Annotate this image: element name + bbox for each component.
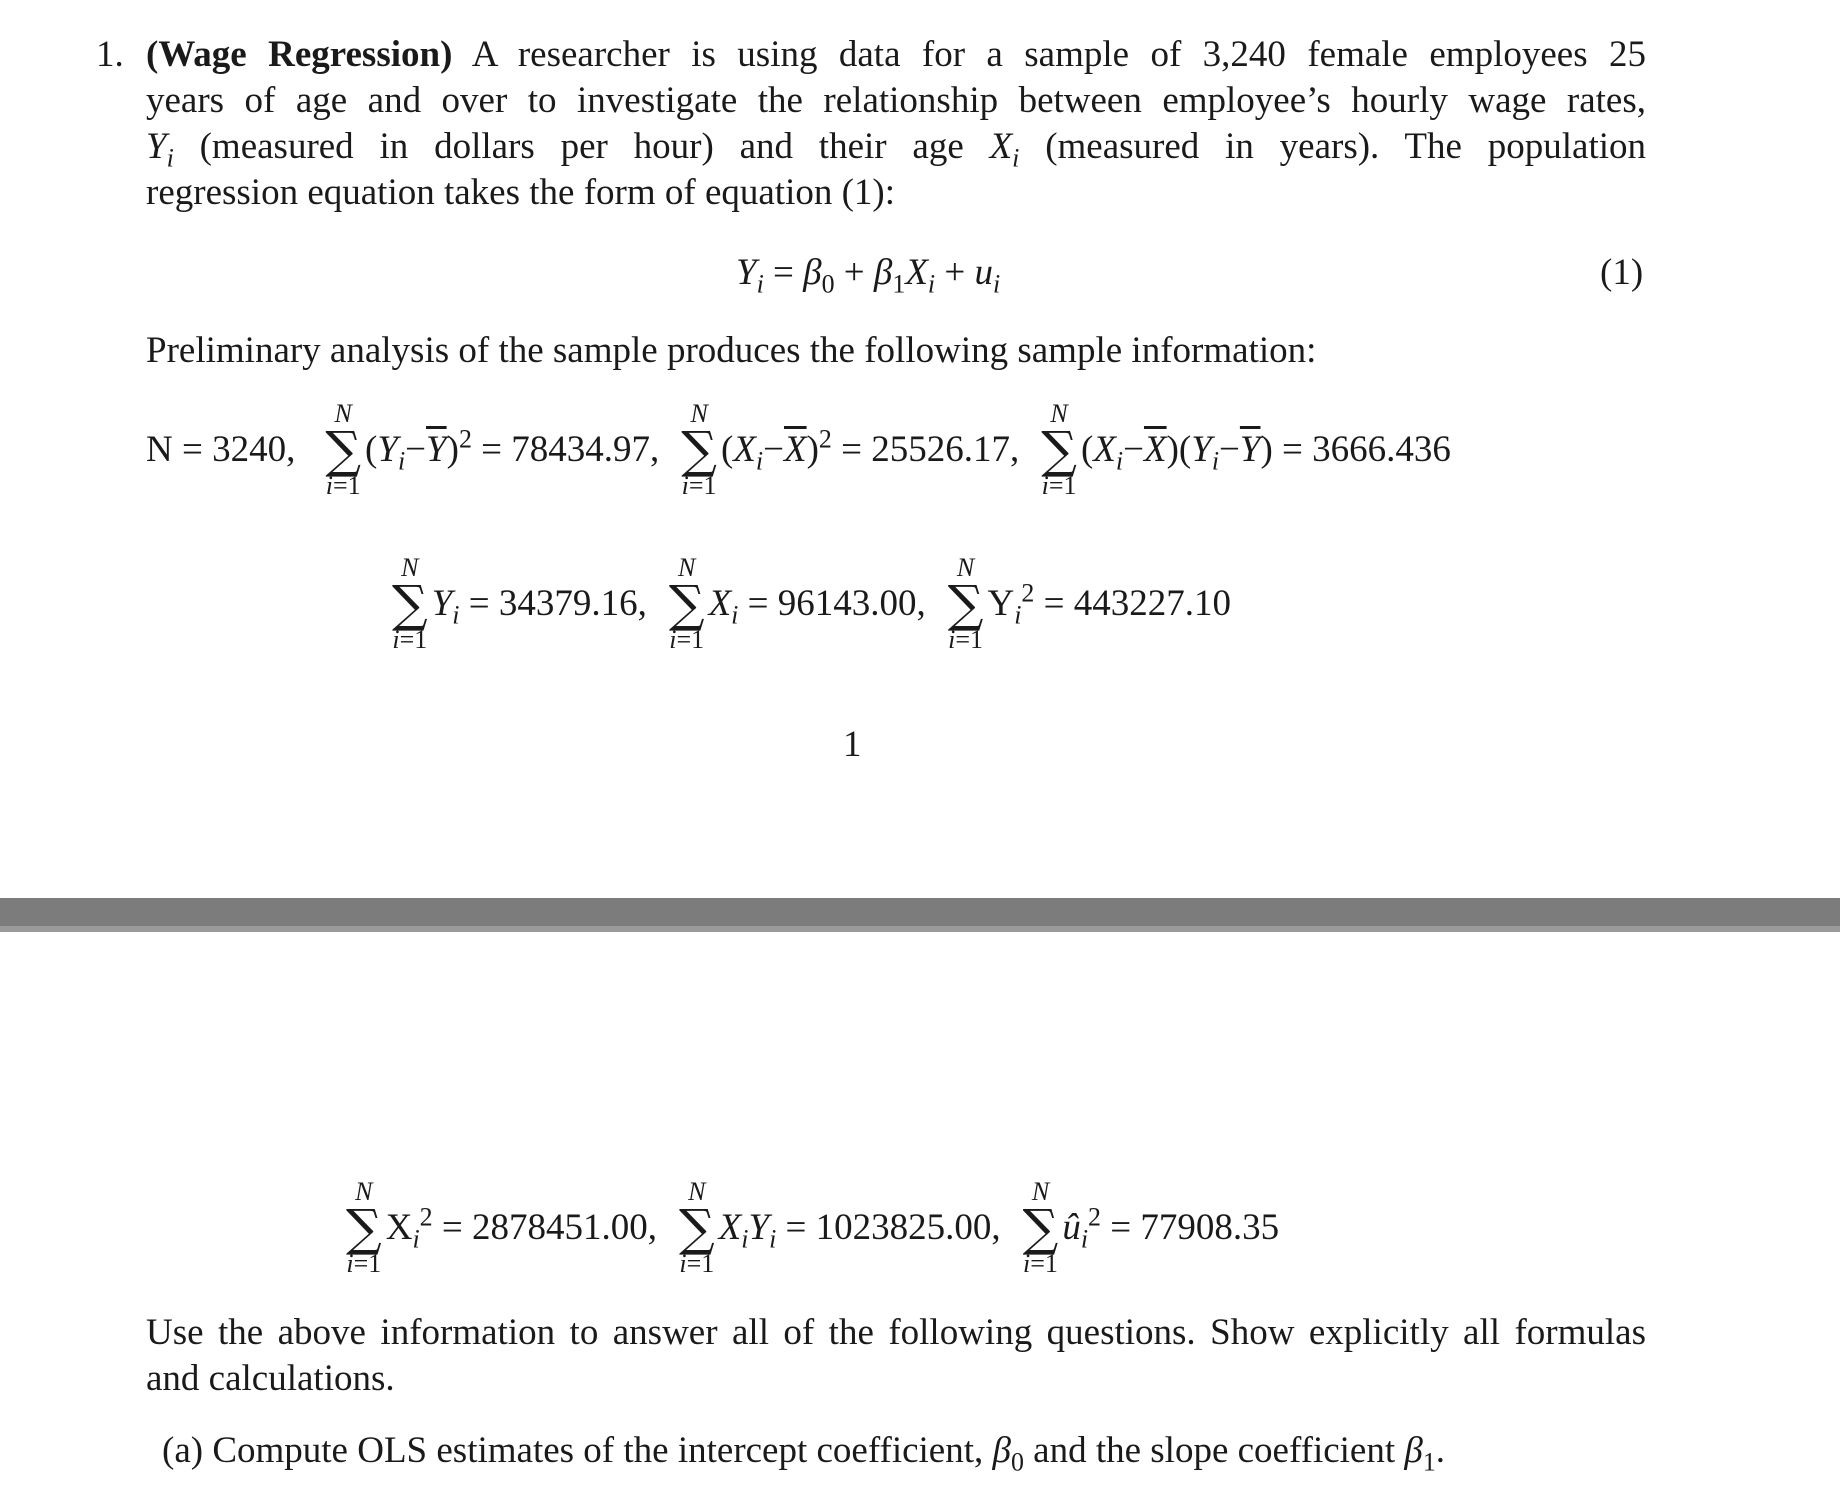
preliminary-text: Preliminary analysis of the sample produces the following sample information: bbox=[146, 330, 1317, 371]
sum-xy-dev: N ∑ i=1 $(X_i-\overline{X})(Y_i-\overline{Y}) = 3666.436$ bbox=[1041, 399, 1451, 500]
sum-x: N ∑ i=1 $X_i = 96143.00$, bbox=[668, 553, 926, 654]
instructions-line-1: Use the above information to answer all of the following questions. Show explicitly all formulas bbox=[146, 1312, 1646, 1353]
sum-xy: N ∑ i=1 $X_iY_i = 1023825.00$, bbox=[678, 1177, 1001, 1278]
sigma-icon: N ∑ i=1 bbox=[325, 399, 362, 500]
equation-label: (1) bbox=[1600, 252, 1644, 293]
instructions bbox=[146, 1310, 1646, 1402]
sum-u2: N ∑ i=1 $û_i^2 = 77908.35$ bbox=[1022, 1177, 1280, 1278]
intro-line-4: regression equation takes the form of equation (1): bbox=[146, 172, 896, 213]
stats-row-1 bbox=[146, 400, 1451, 500]
sigma-icon: N ∑ i=1 bbox=[668, 553, 705, 654]
sigma-icon: N ∑ i=1 bbox=[392, 553, 428, 654]
n-value: N = 3240, bbox=[146, 429, 296, 470]
instructions-line-2: and calculations. bbox=[146, 1358, 395, 1399]
stats-row-3 bbox=[346, 1178, 1279, 1278]
intro-line-1: (Wage Regression) A researcher is using data for a sample of 3,240 female employees 25 bbox=[146, 34, 1646, 75]
page-number: 1 bbox=[843, 724, 862, 765]
sigma-icon: N ∑ i=1 bbox=[681, 399, 717, 500]
sum-y: N ∑ i=1 $Y_i = 34379.16$, bbox=[392, 553, 647, 654]
sigma-icon: N ∑ i=1 bbox=[947, 553, 984, 654]
stats-row-2 bbox=[392, 554, 1231, 654]
sum-y2: N ∑ i=1 $Y_i^2 = 443227.10$ bbox=[947, 553, 1231, 654]
sigma-icon: N ∑ i=1 bbox=[678, 1177, 715, 1278]
problem-intro bbox=[146, 32, 1646, 216]
sigma-icon: N ∑ i=1 bbox=[1041, 399, 1077, 500]
sigma-icon: N ∑ i=1 bbox=[346, 1177, 382, 1278]
sum-x2: N ∑ i=1 $X_i^2 = 2878451.00$, bbox=[346, 1177, 657, 1278]
sum-yy-dev: N ∑ i=1 $(Y_i-\overline{Y})^2 = 78434.97$, bbox=[325, 399, 660, 500]
question-a: (a) Compute OLS estimates of the intercept coefficient, $\beta_0$ and the slope coefficient $\beta_1$. bbox=[162, 1430, 1446, 1477]
intro-line-3: $Y_i$ (measured in dollars per hour) and their age $X_i$ (measured in years). The population bbox=[146, 126, 1647, 173]
page-separator bbox=[0, 898, 1840, 932]
sum-xx-dev: N ∑ i=1 $(X_i-\overline{X})^2 = 25526.17$, bbox=[681, 399, 1020, 500]
sigma-icon: N ∑ i=1 bbox=[1022, 1177, 1059, 1278]
intro-line-2: years of age and over to investigate the relationship between employee’s hourly wage rates, bbox=[146, 80, 1646, 121]
problem-number: 1. bbox=[96, 34, 124, 75]
problem-title: (Wage Regression) bbox=[146, 34, 453, 75]
regression-equation: $Y_i = \beta_0 + \beta_1X_i + u_i$ bbox=[736, 252, 1001, 299]
